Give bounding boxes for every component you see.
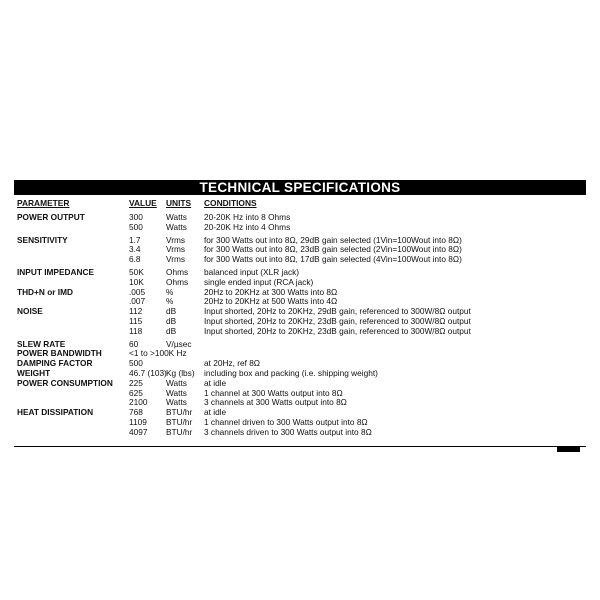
row-conditions: for 300 Watts out into 8Ω, 17dB gain selected (4Vin=100Wout into 8Ω): [204, 254, 462, 265]
row-units: Watts: [166, 387, 187, 398]
row-value: 118: [129, 325, 143, 336]
row-conditions: single ended input (RCA jack): [204, 276, 314, 287]
row-units: Watts: [166, 397, 187, 408]
row-value: 3.4: [129, 244, 141, 255]
row-units: dB: [166, 306, 177, 317]
row-parameter: SENSITIVITY: [17, 234, 68, 245]
row-units: Vrms: [166, 244, 186, 255]
row-conditions: including box and packing (i.e. shipping weight): [204, 367, 378, 378]
row-parameter: WEIGHT: [17, 367, 51, 378]
row-units: dB: [166, 325, 177, 336]
row-conditions: at idle: [204, 377, 227, 388]
row-conditions: 20-20K Hz into 4 Ohms: [204, 221, 291, 232]
row-units: Watts: [166, 377, 187, 388]
spec-table: [17, 213, 577, 438]
row-parameter: POWER BANDWIDTH: [17, 348, 102, 359]
row-value: .005: [129, 286, 146, 297]
row-units: Kg (lbs): [166, 367, 195, 378]
header-value: VALUE: [129, 198, 157, 208]
table-row: [17, 398, 577, 408]
row-conditions: 1 channel at 300 Watts output into 8Ω: [204, 387, 343, 398]
row-value: .007: [129, 296, 146, 307]
row-parameter: NOISE: [17, 306, 43, 317]
row-conditions: 3 channels driven to 300 Watts output into 8Ω: [204, 426, 372, 437]
spec-title-banner: TECHNICAL SPECIFICATIONS: [14, 180, 586, 195]
row-value: 500: [129, 221, 143, 232]
row-conditions: for 300 Watts out into 8Ω, 23dB gain selected (2Vin=100Wout into 8Ω): [204, 244, 462, 255]
header-units: UNITS: [166, 198, 192, 208]
row-parameter: INPUT IMPEDANCE: [17, 266, 94, 277]
row-value: 60: [129, 338, 139, 349]
table-row: [17, 428, 577, 438]
bottom-rule: [14, 446, 586, 447]
row-units: Ohms: [166, 276, 189, 287]
row-value: 4097: [129, 426, 148, 437]
row-units: BTU/hr: [166, 407, 193, 418]
table-row: [17, 213, 577, 223]
row-conditions: balanced input (XLR jack): [204, 266, 300, 277]
row-parameter: THD+N or IMD: [17, 286, 74, 297]
row-conditions: 20-20K Hz into 8 Ohms: [204, 212, 291, 222]
column-headers: [17, 198, 577, 209]
row-value: 50K: [129, 266, 144, 277]
row-conditions: 3 channels at 300 Watts output into 8Ω: [204, 397, 347, 408]
row-parameter: SLEW RATE: [17, 338, 66, 349]
row-value: 625: [129, 387, 143, 398]
row-conditions: Input shorted, 20Hz to 20KHz, 23dB gain, referenced to 300W/8Ω output: [204, 315, 471, 326]
row-value: 768: [129, 407, 143, 418]
row-parameter: HEAT DISSIPATION: [17, 407, 94, 418]
row-units: dB: [166, 315, 177, 326]
row-units: V/µsec: [166, 338, 192, 349]
row-conditions: at idle: [204, 407, 227, 418]
row-units: Vrms: [166, 254, 186, 265]
row-conditions: Input shorted, 20Hz to 20KHz, 23dB gain, referenced to 300W/8Ω output: [204, 325, 471, 336]
row-conditions: 20Hz to 20KHz at 300 Watts into 8Ω: [204, 286, 338, 297]
row-value: 225: [129, 377, 143, 388]
row-value: 115: [129, 315, 143, 326]
row-units: %: [166, 296, 174, 307]
row-units: %: [166, 286, 174, 297]
row-conditions: for 300 Watts out into 8Ω, 29dB gain selected (1Vin=100Wout into 8Ω): [204, 234, 462, 245]
table-row: [17, 255, 577, 265]
row-parameter: DAMPING FACTOR: [17, 358, 93, 369]
row-value: 10K: [129, 276, 144, 287]
row-value: 1.7: [129, 234, 141, 245]
row-value: 6.8: [129, 254, 141, 265]
row-value: 2100: [129, 397, 148, 408]
header-conditions: CONDITIONS: [204, 198, 257, 208]
row-conditions: at 20Hz, ref 8Ω: [204, 358, 261, 369]
row-units: BTU/hr: [166, 416, 193, 427]
row-units: Vrms: [166, 234, 186, 245]
row-value: <1 to >100K Hz: [129, 348, 187, 359]
row-units: Watts: [166, 221, 187, 232]
page-corner-mark: [557, 446, 580, 452]
row-units: Ohms: [166, 266, 189, 277]
row-parameter: POWER OUTPUT: [17, 212, 85, 222]
row-value: 500: [129, 358, 143, 369]
row-conditions: Input shorted, 20Hz to 20KHz, 29dB gain, referenced to 300W/8Ω output: [204, 306, 471, 317]
table-row: [17, 327, 577, 337]
row-value: 46.7 (103): [129, 367, 167, 378]
row-units: Watts: [166, 212, 187, 222]
row-conditions: 1 channel driven to 300 Watts output into 8Ω: [204, 416, 368, 427]
row-value: 112: [129, 306, 143, 317]
row-parameter: POWER CONSUMPTION: [17, 377, 113, 388]
row-conditions: 20Hz to 20KHz at 500 Watts into 4Ω: [204, 296, 338, 307]
table-row: [17, 349, 577, 359]
table-row: [17, 223, 577, 233]
header-parameter: PARAMETER: [17, 198, 70, 208]
row-value: 1109: [129, 416, 147, 427]
row-value: 300: [129, 212, 143, 222]
row-units: BTU/hr: [166, 426, 193, 437]
